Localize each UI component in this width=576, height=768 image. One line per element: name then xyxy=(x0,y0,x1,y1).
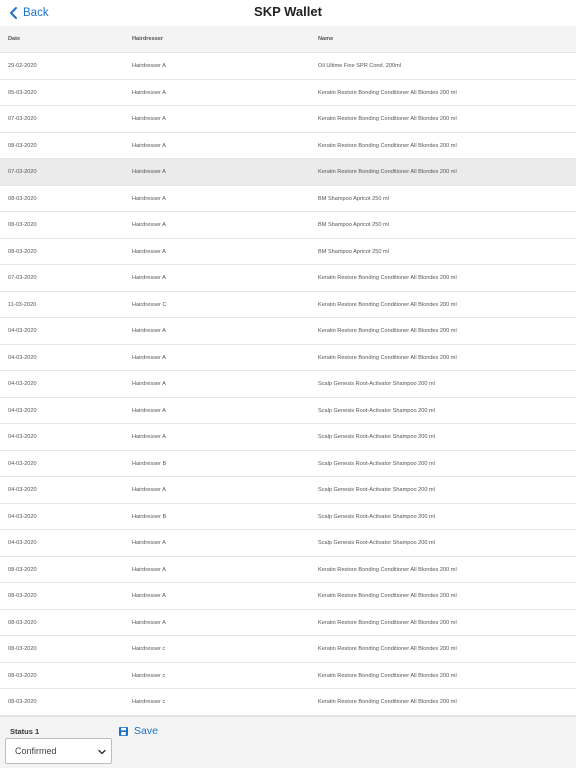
cell-name: Keratin Restore Bonding Conditioner All Blondes 200 ml xyxy=(318,116,457,122)
cell-date: 08-03-2020 xyxy=(8,248,37,255)
table-row[interactable] xyxy=(0,292,576,319)
cell-hairdresser: Hairdresser A xyxy=(132,248,166,255)
cell-hairdresser: Hairdresser A xyxy=(132,116,166,122)
cell-name: Keratin Restore Bonding Conditioner All Blondes 200 ml xyxy=(318,566,457,573)
cell-name: Keratin Restore Bonding Conditioner All Blondes 200 ml xyxy=(318,672,457,679)
cell-hairdresser: Hairdresser A xyxy=(132,540,166,546)
table-row[interactable] xyxy=(0,371,576,398)
cell-hairdresser: Hairdresser A xyxy=(132,328,166,334)
table-row[interactable] xyxy=(0,80,576,107)
cell-name: Keratin Restore Bonding Conditioner All Blondes 200 ml xyxy=(318,89,457,96)
cell-name: BM Shampoo Apricot 250 ml xyxy=(318,248,389,255)
cell-date: 07-03-2020 xyxy=(8,116,37,122)
cell-name: Scalp Genesis Root-Activator Shampoo 200 ml xyxy=(318,381,435,387)
cell-name: Keratin Restore Bonding Conditioner All Blondes 200 ml xyxy=(318,169,457,175)
footer-bar xyxy=(0,716,576,768)
table-body xyxy=(0,53,576,716)
table-row[interactable] xyxy=(0,583,576,610)
table-row[interactable] xyxy=(0,451,576,478)
cell-hairdresser: Hairdresser B xyxy=(132,460,167,467)
cell-date: 04-03-2020 xyxy=(8,434,37,440)
cell-date: 08-03-2020 xyxy=(8,646,37,652)
cell-name: Oil Ultime Fine SPR Cond. 200ml xyxy=(318,63,402,69)
table-row[interactable] xyxy=(0,398,576,425)
table-row[interactable] xyxy=(0,345,576,372)
cell-hairdresser: Hairdresser A xyxy=(132,222,166,228)
cell-name: Keratin Restore Bonding Conditioner All Blondes 200 ml xyxy=(318,142,457,149)
cell-date: 04-03-2020 xyxy=(8,381,37,387)
table-row[interactable] xyxy=(0,530,576,557)
cell-hairdresser: Hairdresser A xyxy=(132,354,166,361)
cell-name: Keratin Restore Bonding Conditioner All Blondes 200 ml xyxy=(318,619,457,626)
table-row[interactable] xyxy=(0,557,576,584)
cell-hairdresser: Hairdresser A xyxy=(132,434,166,440)
cell-date: 11-03-2020 xyxy=(8,301,37,308)
table-row[interactable] xyxy=(0,159,576,186)
cell-hairdresser: Hairdresser C xyxy=(132,301,167,308)
table-row[interactable] xyxy=(0,477,576,504)
table-row[interactable] xyxy=(0,53,576,80)
cell-hairdresser: Hairdresser A xyxy=(132,169,166,175)
cell-date: 04-03-2020 xyxy=(8,460,37,467)
cell-date: 29-02-2020 xyxy=(8,63,37,69)
cell-date: 08-03-2020 xyxy=(8,672,37,679)
cell-name: Keratin Restore Bonding Conditioner All Blondes 200 ml xyxy=(318,301,457,308)
table-row[interactable] xyxy=(0,106,576,133)
cell-name: Keratin Restore Bonding Conditioner All Blondes 200 ml xyxy=(318,646,457,652)
cell-name: Keratin Restore Bonding Conditioner All Blondes 200 ml xyxy=(318,593,457,599)
back-label: Back xyxy=(23,7,49,19)
cell-hairdresser: Hairdresser A xyxy=(132,89,166,96)
status-label: Status 1 xyxy=(10,727,40,736)
cell-date: 04-03-2020 xyxy=(8,540,37,546)
cell-name: Keratin Restore Bonding Conditioner All Blondes 200 ml xyxy=(318,275,457,281)
table-row[interactable] xyxy=(0,689,576,716)
cell-name: Scalp Genesis Root-Activator Shampoo 200 ml xyxy=(318,407,435,414)
column-header-hairdresser[interactable]: Hairdresser xyxy=(132,36,164,42)
cell-hairdresser: Hairdresser c xyxy=(132,699,166,705)
cell-date: 08-03-2020 xyxy=(8,195,37,202)
cell-hairdresser: Hairdresser A xyxy=(132,275,166,281)
cell-hairdresser: Hairdresser A xyxy=(132,487,166,493)
cell-date: 04-03-2020 xyxy=(8,354,37,361)
cell-hairdresser: Hairdresser A xyxy=(132,593,166,599)
column-header-name[interactable]: Name xyxy=(318,36,334,42)
column-header-date[interactable]: Date xyxy=(8,36,21,42)
table-row[interactable] xyxy=(0,239,576,266)
cell-date: 05-03-2020 xyxy=(8,89,37,96)
cell-name: Keratin Restore Bonding Conditioner All Blondes 200 ml xyxy=(318,354,457,361)
cell-name: Scalp Genesis Root-Activator Shampoo 200 ml xyxy=(318,513,435,520)
page-title: SKP Wallet xyxy=(254,4,322,19)
table-row[interactable] xyxy=(0,186,576,213)
table-row[interactable] xyxy=(0,318,576,345)
cell-name: Keratin Restore Bonding Conditioner All Blondes 200 ml xyxy=(318,699,457,705)
cell-name: Keratin Restore Bonding Conditioner All Blondes 200 ml xyxy=(318,328,457,334)
cell-date: 08-03-2020 xyxy=(8,699,37,705)
cell-name: BM Shampoo Apricot 250 ml xyxy=(318,195,389,202)
cell-name: BM Shampoo Apricot 250 ml xyxy=(318,222,389,228)
cell-hairdresser: Hairdresser A xyxy=(132,619,166,626)
save-label: Save xyxy=(134,725,158,737)
cell-hairdresser: Hairdresser A xyxy=(132,566,166,573)
cell-hairdresser: Hairdresser c xyxy=(132,672,166,679)
nav-bar xyxy=(0,0,576,26)
cell-hairdresser: Hairdresser A xyxy=(132,142,166,149)
table-row[interactable] xyxy=(0,504,576,531)
cell-date: 04-03-2020 xyxy=(8,407,37,414)
cell-hairdresser: Hairdresser A xyxy=(132,407,166,414)
cell-date: 08-03-2020 xyxy=(8,142,37,149)
disk-icon xyxy=(119,727,128,736)
table-row[interactable] xyxy=(0,636,576,663)
table-row[interactable] xyxy=(0,133,576,160)
cell-date: 04-03-2020 xyxy=(8,487,37,493)
cell-name: Scalp Genesis Root-Activator Shampoo 200 ml xyxy=(318,460,435,467)
cell-hairdresser: Hairdresser c xyxy=(132,646,166,652)
cell-date: 04-03-2020 xyxy=(8,513,37,520)
table-row[interactable] xyxy=(0,265,576,292)
cell-hairdresser: Hairdresser A xyxy=(132,381,166,387)
chevron-down-icon xyxy=(98,748,106,756)
table-header xyxy=(0,26,576,53)
cell-hairdresser: Hairdresser A xyxy=(132,63,166,69)
cell-name: Scalp Genesis Root-Activator Shampoo 200 ml xyxy=(318,487,435,493)
cell-hairdresser: Hairdresser A xyxy=(132,195,166,202)
cell-date: 08-03-2020 xyxy=(8,619,37,626)
table-row[interactable] xyxy=(0,663,576,690)
cell-date: 07-03-2020 xyxy=(8,169,37,175)
cell-date: 07-03-2020 xyxy=(8,275,37,281)
cell-hairdresser: Hairdresser B xyxy=(132,513,167,520)
cell-name: Scalp Genesis Root-Activator Shampoo 200 ml xyxy=(318,434,435,440)
table-row[interactable] xyxy=(0,610,576,637)
table-row[interactable] xyxy=(0,424,576,451)
cell-date: 08-03-2020 xyxy=(8,566,37,573)
table-row[interactable] xyxy=(0,212,576,239)
status-select[interactable] xyxy=(5,738,112,764)
cell-date: 04-03-2020 xyxy=(8,328,37,334)
save-button[interactable] xyxy=(119,725,158,737)
cell-date: 08-03-2020 xyxy=(8,593,37,599)
status-select-value: Confirmed xyxy=(15,746,57,756)
cell-date: 08-03-2020 xyxy=(8,222,37,228)
cell-name: Scalp Genesis Root-Activator Shampoo 200 ml xyxy=(318,540,435,546)
